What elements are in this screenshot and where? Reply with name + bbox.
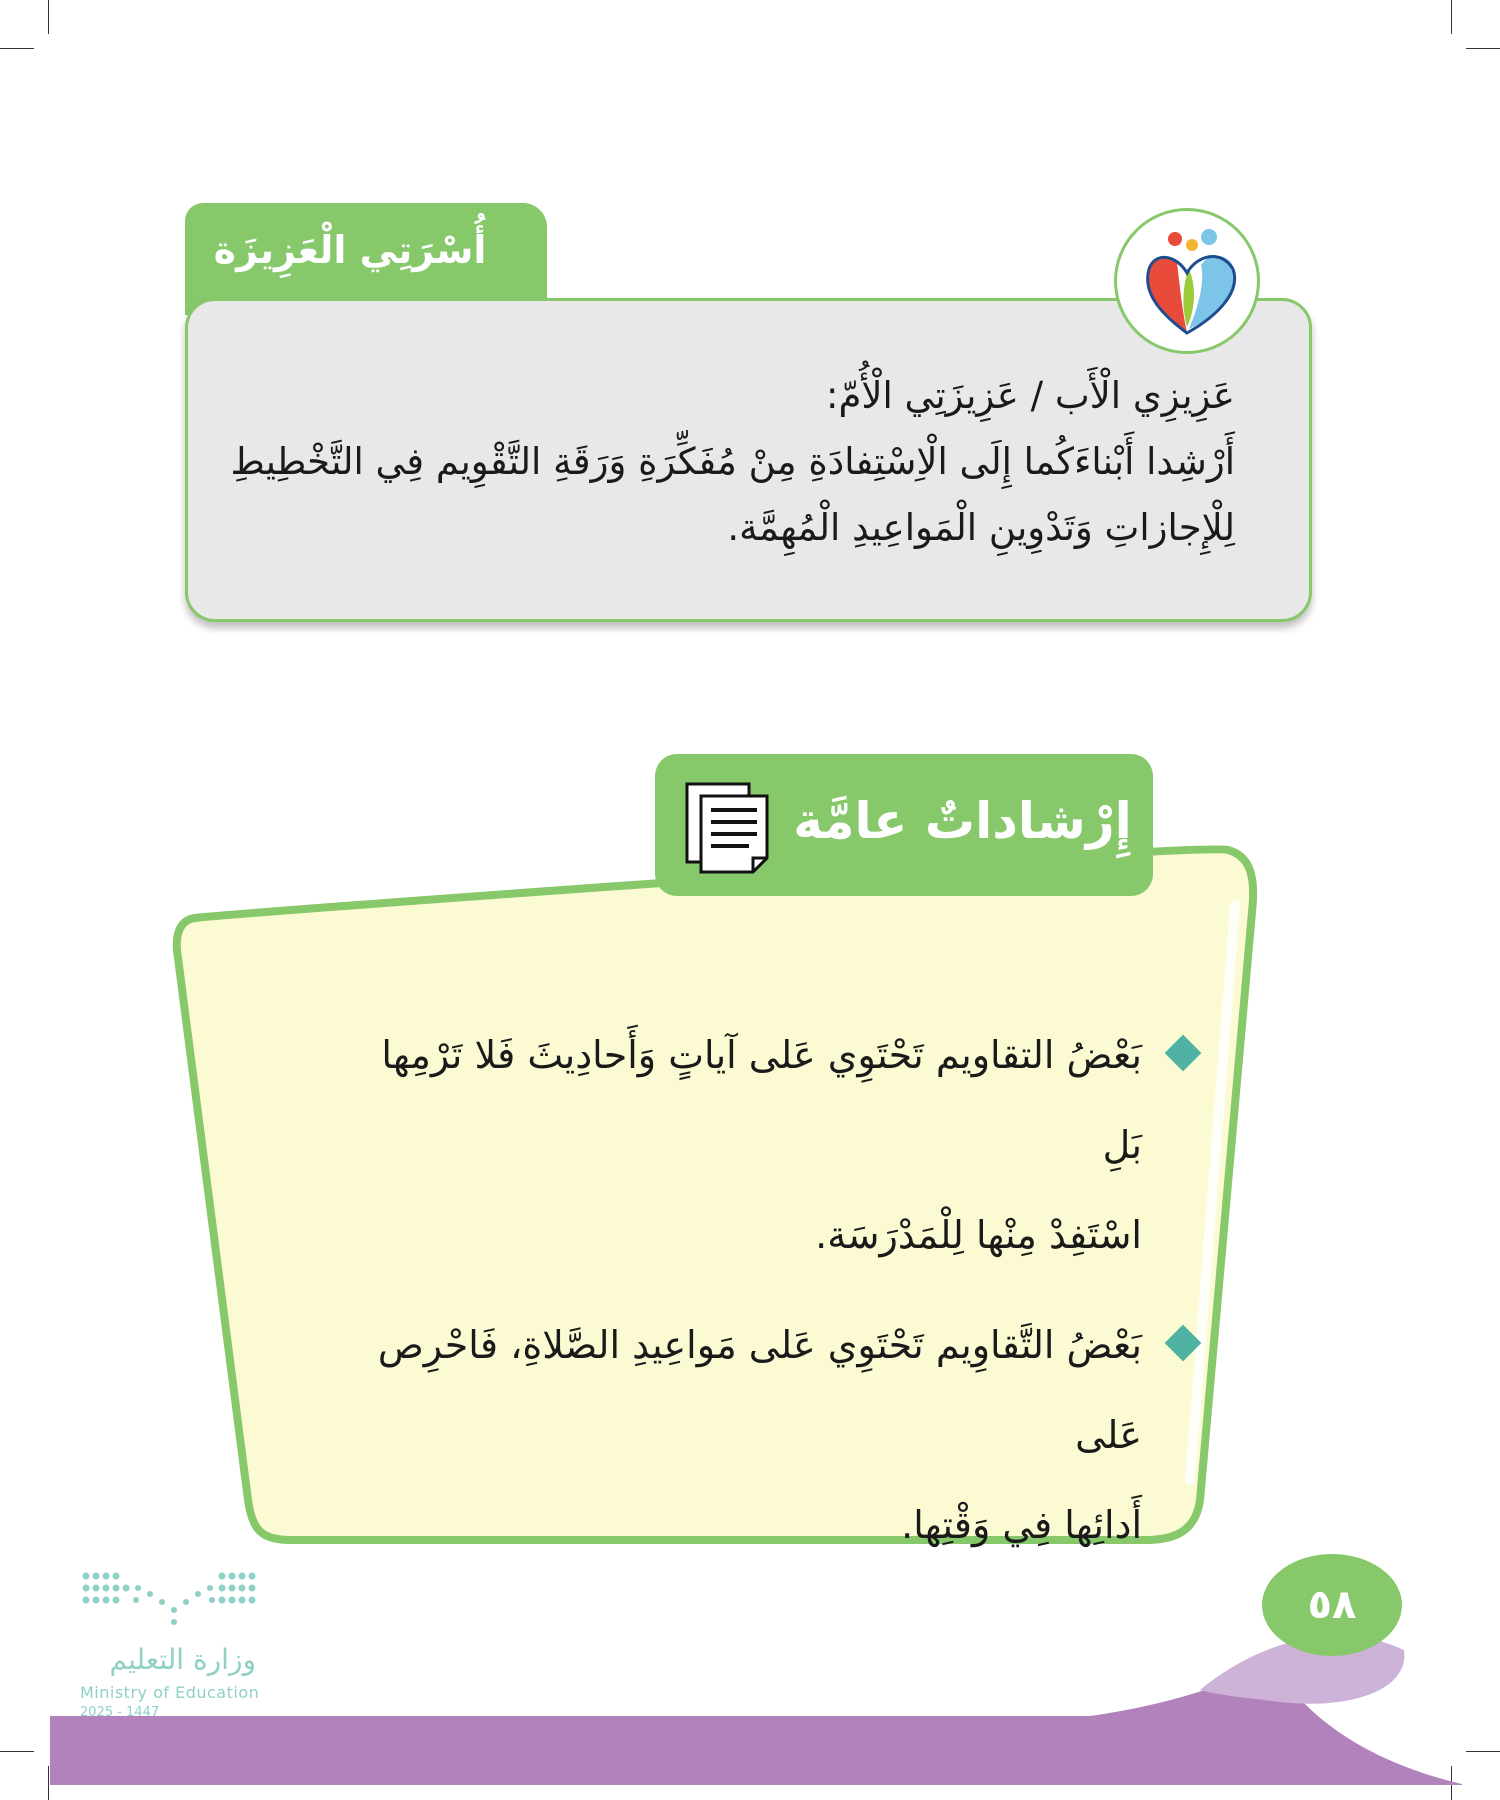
page-number: ٥٨	[1307, 1582, 1357, 1628]
guidance-item-line: بَعْضُ التَّقاوِيم تَحْتَوِي عَلى مَواعِيدِ الصَّلاةِ، فَاحْرِص عَلى	[377, 1323, 1142, 1457]
guidance-item-line: بَعْضُ التقاويم تَحْتَوِي عَلى آياتٍ وَأَحادِيثَ فَلا تَرْمِها بَلِ	[381, 1033, 1142, 1167]
guidance-item-line: اسْتَفِدْ مِنْها لِلْمَدْرَسَة.	[815, 1213, 1142, 1257]
ministry-name-ar: وزارة التعليم	[109, 1643, 256, 1676]
family-greeting: عَزِيزِي الْأَب / عَزِيزَتِي الْأُمّ:	[826, 374, 1235, 417]
family-section-title: أُسْرَتِي الْعَزِيزَة	[213, 228, 487, 272]
ministry-year: 2025 - 1447	[80, 1705, 160, 1720]
guidance-item-line: أَدائِها فِي وَقْتِها.	[901, 1503, 1142, 1547]
ministry-logo-icon	[78, 1568, 268, 1638]
ministry-name-en: Ministry of Education	[80, 1683, 260, 1702]
guidance-title: إِرْشاداتٌ عامَّة	[793, 792, 1132, 850]
family-note-line: لِلْإِجازاتِ وَتَدْوِينِ الْمَواعِيدِ الْمُهِمَّة.	[727, 506, 1235, 549]
family-note-line: أَرْشِدا أَبْناءَكُما إِلَى الْاِسْتِفادَةِ مِنْ مُفَكِّرَةِ وَرَقَةِ التَّقْوِيم فِي التَّخْطِيطِ	[230, 440, 1235, 483]
